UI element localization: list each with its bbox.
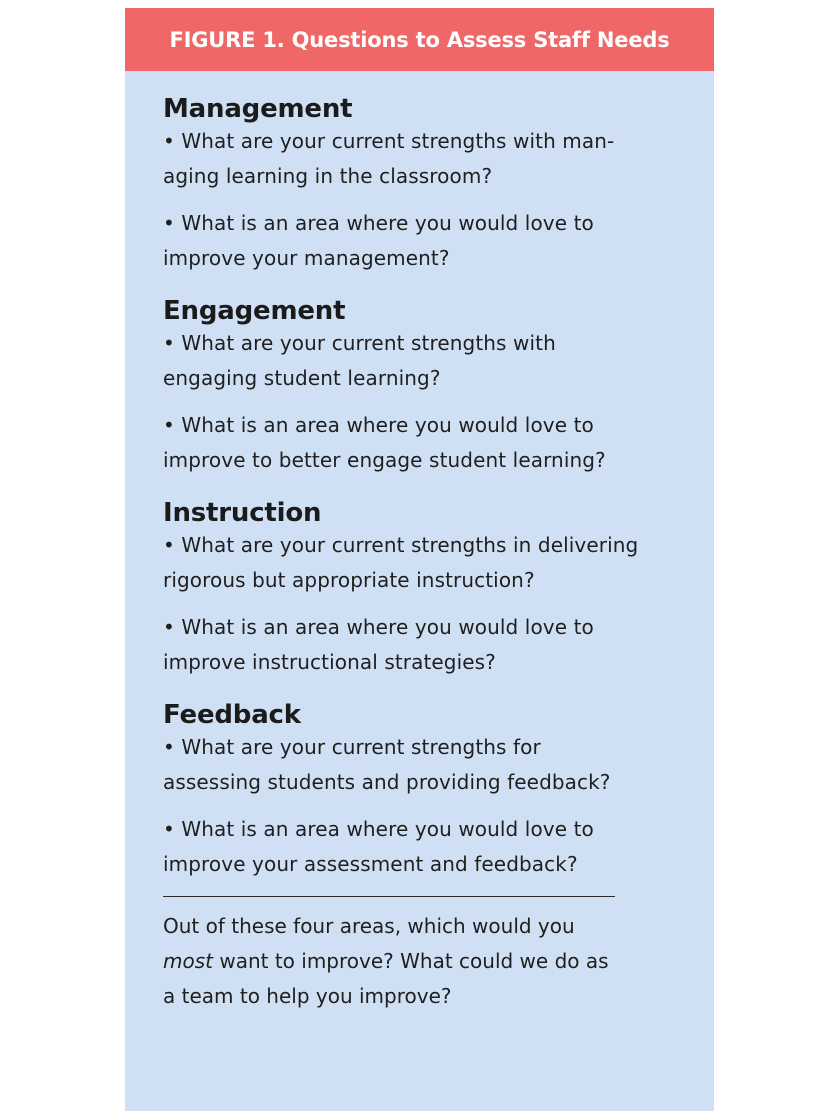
figure-title: FIGURE 1. Questions to Assess Staff Needs bbox=[125, 8, 714, 71]
question-line: improve your assessment and feedback? bbox=[163, 852, 578, 876]
question-line: • What are your current strengths in delivering bbox=[163, 533, 639, 557]
question bbox=[163, 812, 683, 882]
section-heading: Feedback bbox=[163, 700, 301, 730]
question bbox=[163, 528, 683, 598]
figure-panel bbox=[125, 8, 714, 1111]
question-line: assessing students and providing feedback? bbox=[163, 770, 611, 794]
section-feedback bbox=[163, 700, 683, 882]
question bbox=[163, 610, 683, 680]
divider-rule bbox=[163, 896, 615, 897]
question-line: • What is an area where you would love to bbox=[163, 211, 594, 235]
section-heading: Engagement bbox=[163, 296, 346, 326]
closing-emphasis: most bbox=[163, 949, 213, 973]
question-line: improve instructional strategies? bbox=[163, 650, 496, 674]
question bbox=[163, 206, 683, 276]
figure-content bbox=[163, 94, 683, 1014]
question-line: rigorous but appropriate instruction? bbox=[163, 568, 535, 592]
question-line: • What is an area where you would love to bbox=[163, 413, 594, 437]
question-line: aging learning in the classroom? bbox=[163, 164, 493, 188]
question-line: • What are your current strengths with man- bbox=[163, 129, 615, 153]
question-line: • What are your current strengths for bbox=[163, 735, 541, 759]
section-engagement bbox=[163, 296, 683, 478]
question bbox=[163, 326, 683, 396]
closing-line: Out of these four areas, which would you bbox=[163, 914, 575, 938]
section-heading: Instruction bbox=[163, 498, 322, 528]
question-line: improve to better engage student learning? bbox=[163, 448, 606, 472]
question bbox=[163, 730, 683, 800]
question bbox=[163, 124, 683, 194]
closing-line: a team to help you improve? bbox=[163, 984, 452, 1008]
section-instruction bbox=[163, 498, 683, 680]
question bbox=[163, 408, 683, 478]
question-line: engaging student learning? bbox=[163, 366, 441, 390]
question-line: improve your management? bbox=[163, 246, 450, 270]
closing-question bbox=[163, 909, 683, 1014]
section-heading: Management bbox=[163, 94, 353, 124]
question-line: • What are your current strengths with bbox=[163, 331, 556, 355]
question-line: • What is an area where you would love to bbox=[163, 817, 594, 841]
closing-line: want to improve? What could we do as bbox=[212, 949, 609, 973]
section-management bbox=[163, 94, 683, 276]
question-line: • What is an area where you would love to bbox=[163, 615, 594, 639]
